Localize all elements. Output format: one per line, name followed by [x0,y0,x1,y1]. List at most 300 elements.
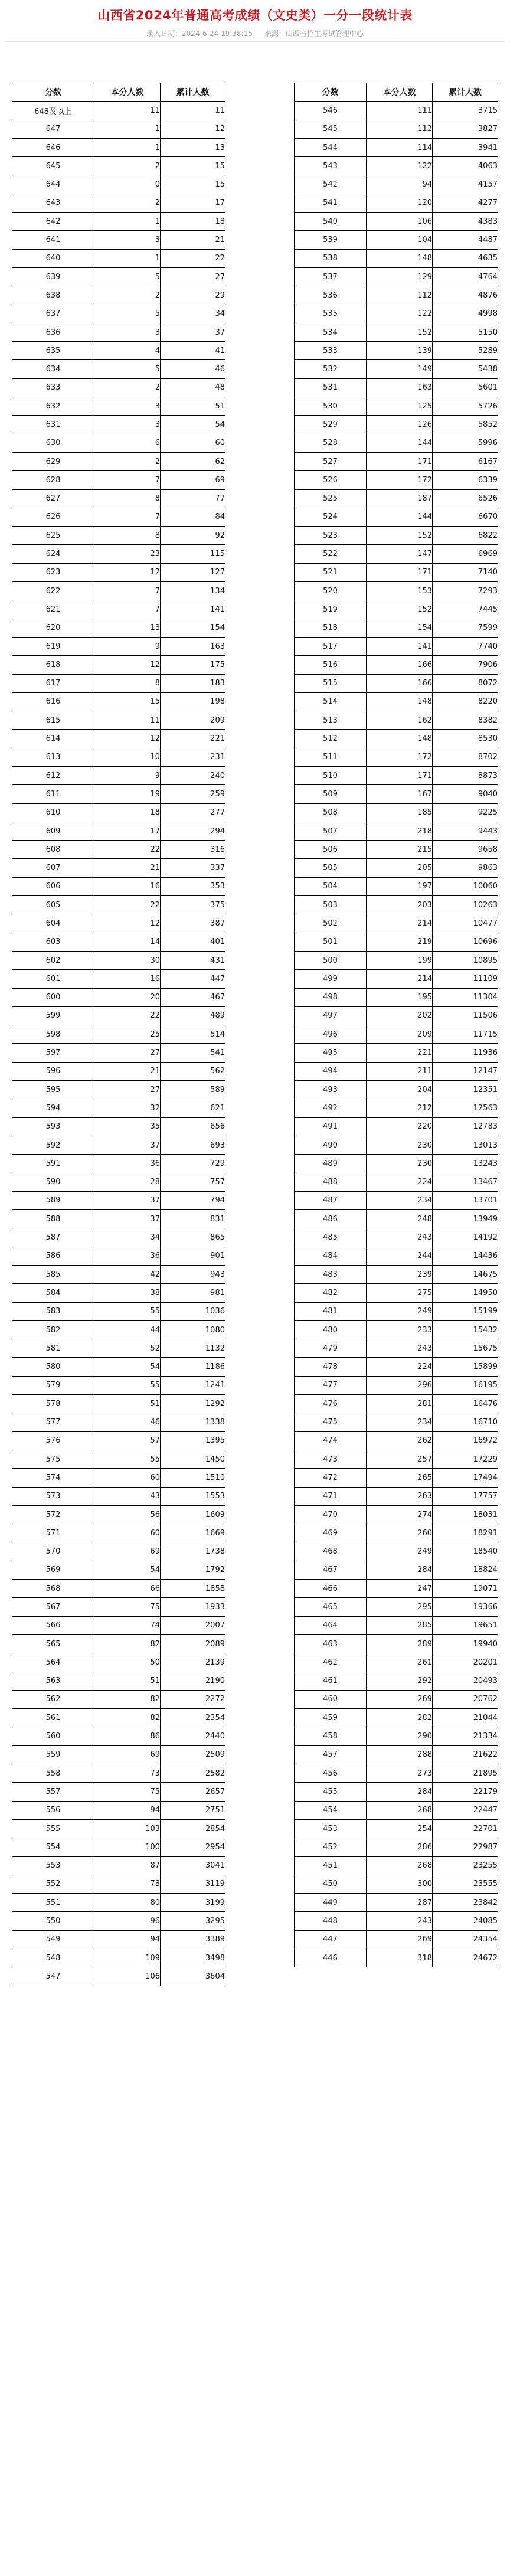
cumulative-cell: 46 [161,360,225,378]
score-cell: 455 [295,1783,367,1801]
score-cell: 470 [295,1505,367,1524]
table-row [295,1672,498,1690]
score-cell: 493 [295,1081,367,1099]
cumulative-cell: 77 [161,489,225,508]
cumulative-cell: 6167 [433,452,498,470]
count-cell: 275 [367,1284,433,1302]
count-cell: 265 [367,1469,433,1487]
score-cell: 498 [295,988,367,1006]
cumulative-cell: 4157 [433,175,498,194]
count-cell: 219 [367,933,433,951]
table-row [295,1173,498,1191]
cumulative-cell: 4635 [433,249,498,267]
table-row [12,231,225,249]
score-cell: 551 [12,1894,94,1912]
table-row [295,1006,498,1025]
count-cell: 224 [367,1173,433,1191]
count-cell: 122 [367,157,433,175]
count-cell: 122 [367,305,433,323]
cumulative-cell: 259 [161,785,225,803]
cumulative-cell: 22447 [433,1801,498,1819]
cumulative-cell: 865 [161,1228,225,1247]
cumulative-cell: 24672 [433,1949,498,1967]
score-cell: 642 [12,213,94,231]
count-cell: 22 [94,1006,161,1025]
cumulative-cell: 1186 [161,1358,225,1376]
cumulative-cell: 447 [161,970,225,988]
count-cell: 57 [94,1431,161,1450]
table-row [12,249,225,267]
count-cell: 247 [367,1580,433,1598]
score-cell: 592 [12,1136,94,1154]
count-cell: 125 [367,397,433,416]
count-cell: 141 [367,637,433,655]
table-row [295,1783,498,1801]
count-cell: 248 [367,1210,433,1228]
count-cell: 171 [367,766,433,784]
score-cell: 619 [12,637,94,655]
cumulative-cell: 12351 [433,1081,498,1099]
cumulative-cell: 13949 [433,1210,498,1228]
table-header-row [295,83,498,102]
count-cell: 172 [367,748,433,766]
count-cell: 27 [94,1044,161,1062]
count-cell: 214 [367,914,433,933]
cumulative-cell: 231 [161,748,225,766]
count-cell: 300 [367,1875,433,1893]
cumulative-cell: 2751 [161,1801,225,1819]
table-row [295,656,498,674]
count-cell: 112 [367,120,433,138]
header-cumulative: 累计人数 [433,83,498,102]
cumulative-cell: 37 [161,323,225,341]
score-cell: 503 [295,896,367,914]
table-row [295,1339,498,1358]
count-cell: 239 [367,1266,433,1284]
cumulative-cell: 62 [161,452,225,470]
table-row [12,1487,225,1505]
header-cumulative: 累计人数 [161,83,225,102]
cumulative-cell: 20762 [433,1690,498,1708]
score-cell: 500 [295,951,367,969]
score-cell: 447 [295,1930,367,1949]
score-cell: 589 [12,1191,94,1209]
count-cell: 285 [367,1616,433,1634]
cumulative-cell: 656 [161,1117,225,1136]
count-cell: 6 [94,434,161,452]
table-row [295,637,498,655]
count-cell: 260 [367,1524,433,1542]
table-row [12,1783,225,1801]
count-cell: 0 [94,175,161,194]
cumulative-cell: 14436 [433,1247,498,1265]
score-cell: 526 [295,471,367,489]
score-cell: 512 [295,730,367,748]
table-row [12,1302,225,1320]
table-row [295,1025,498,1044]
score-cell: 451 [295,1856,367,1875]
score-table-right [294,83,498,1967]
score-cell: 531 [295,378,367,397]
cumulative-cell: 13243 [433,1155,498,1173]
score-cell: 497 [295,1006,367,1025]
cumulative-cell: 5438 [433,360,498,378]
score-cell: 560 [12,1727,94,1745]
table-row [295,545,498,563]
cumulative-cell: 1036 [161,1302,225,1320]
score-cell: 516 [295,656,367,674]
count-cell: 203 [367,896,433,914]
count-cell: 152 [367,323,433,341]
count-cell: 54 [94,1561,161,1579]
table-row [295,397,498,416]
cumulative-cell: 12147 [433,1062,498,1080]
cumulative-cell: 3199 [161,1894,225,1912]
score-cell: 489 [295,1155,367,1173]
count-cell: 18 [94,803,161,822]
score-cell: 483 [295,1266,367,1284]
cumulative-cell: 51 [161,397,225,416]
cumulative-cell: 14192 [433,1228,498,1247]
cumulative-cell: 8382 [433,711,498,730]
cumulative-cell: 11715 [433,1025,498,1044]
cumulative-cell: 7293 [433,582,498,600]
score-cell: 481 [295,1302,367,1320]
cumulative-cell: 163 [161,637,225,655]
cumulative-cell: 24354 [433,1930,498,1949]
count-cell: 42 [94,1266,161,1284]
count-cell: 66 [94,1580,161,1598]
score-cell: 647 [12,120,94,138]
cumulative-cell: 18540 [433,1542,498,1561]
count-cell: 318 [367,1949,433,1967]
score-cell: 627 [12,489,94,508]
cumulative-cell: 5726 [433,397,498,416]
count-cell: 273 [367,1764,433,1783]
count-cell: 233 [367,1320,433,1339]
cumulative-cell: 8220 [433,692,498,711]
count-cell: 109 [94,1949,161,1967]
score-cell: 550 [12,1912,94,1930]
cumulative-cell: 3119 [161,1875,225,1893]
score-cell: 623 [12,563,94,581]
cumulative-cell: 8873 [433,766,498,784]
cumulative-cell: 901 [161,1247,225,1265]
score-cell: 477 [295,1376,367,1394]
score-cell: 466 [295,1580,367,1598]
table-row [12,1598,225,1616]
cumulative-cell: 21334 [433,1727,498,1745]
score-cell: 600 [12,988,94,1006]
score-cell: 568 [12,1580,94,1598]
table-row [295,342,498,360]
cumulative-cell: 13013 [433,1136,498,1154]
score-cell: 538 [295,249,367,267]
cumulative-cell: 20201 [433,1653,498,1672]
score-cell: 616 [12,692,94,711]
cumulative-cell: 1450 [161,1450,225,1468]
score-cell: 555 [12,1819,94,1838]
cumulative-cell: 24085 [433,1912,498,1930]
count-cell: 36 [94,1155,161,1173]
table-row [295,859,498,877]
cumulative-cell: 5852 [433,416,498,434]
count-cell: 75 [94,1783,161,1801]
count-cell: 3 [94,416,161,434]
cumulative-cell: 21622 [433,1745,498,1764]
table-row [12,1099,225,1117]
score-cell: 544 [295,138,367,156]
count-cell: 104 [367,231,433,249]
table-row [12,1727,225,1745]
count-cell: 14 [94,933,161,951]
cumulative-cell: 2354 [161,1709,225,1727]
table-row [12,323,225,341]
score-cell: 501 [295,933,367,951]
article-meta [0,28,510,38]
cumulative-cell: 757 [161,1173,225,1191]
count-cell: 163 [367,378,433,397]
score-cell: 622 [12,582,94,600]
table-row [12,1339,225,1358]
table-row [295,711,498,730]
cumulative-cell: 5601 [433,378,498,397]
cumulative-cell: 2657 [161,1783,225,1801]
table-row [295,841,498,859]
score-cell: 490 [295,1136,367,1154]
table-row [12,1155,225,1173]
count-cell: 296 [367,1376,433,1394]
score-cell: 613 [12,748,94,766]
count-cell: 34 [94,1228,161,1247]
cumulative-cell: 3041 [161,1856,225,1875]
score-cell: 521 [295,563,367,581]
cumulative-cell: 2089 [161,1634,225,1653]
table-row [295,138,498,156]
table-row [295,1376,498,1394]
score-cell: 597 [12,1044,94,1062]
cumulative-cell: 10696 [433,933,498,951]
cumulative-cell: 7599 [433,619,498,637]
cumulative-cell: 9225 [433,803,498,822]
table-row [295,231,498,249]
cumulative-cell: 794 [161,1191,225,1209]
table-row [12,1542,225,1561]
table-row [12,213,225,231]
table-row [295,1561,498,1579]
cumulative-cell: 541 [161,1044,225,1062]
table-row [12,1469,225,1487]
score-cell: 580 [12,1358,94,1376]
count-cell: 268 [367,1856,433,1875]
score-cell: 524 [295,508,367,526]
cumulative-cell: 387 [161,914,225,933]
count-cell: 5 [94,305,161,323]
table-row [12,914,225,933]
cumulative-cell: 23842 [433,1894,498,1912]
table-row [12,785,225,803]
score-cell: 491 [295,1117,367,1136]
score-cell: 606 [12,877,94,895]
count-cell: 287 [367,1894,433,1912]
count-cell: 94 [367,175,433,194]
cumulative-cell: 15 [161,175,225,194]
cumulative-cell: 1080 [161,1320,225,1339]
table-row [12,1044,225,1062]
score-cell: 595 [12,1081,94,1099]
table-row [295,582,498,600]
score-cell: 581 [12,1339,94,1358]
cumulative-cell: 12563 [433,1099,498,1117]
source-label: 来源：山西省招生考试管理中心 [264,30,364,38]
score-cell: 446 [295,1949,367,1967]
score-cell: 565 [12,1634,94,1653]
cumulative-cell: 11109 [433,970,498,988]
count-cell: 1 [94,213,161,231]
table-row [12,859,225,877]
count-cell: 15 [94,692,161,711]
score-cell: 509 [295,785,367,803]
cumulative-cell: 154 [161,619,225,637]
count-cell: 51 [94,1672,161,1690]
cumulative-cell: 4063 [433,157,498,175]
count-cell: 202 [367,1006,433,1025]
cumulative-cell: 3498 [161,1949,225,1967]
cumulative-cell: 240 [161,766,225,784]
score-cell: 576 [12,1431,94,1450]
cumulative-cell: 15675 [433,1339,498,1358]
cumulative-cell: 729 [161,1155,225,1173]
table-row [12,397,225,416]
cumulative-cell: 7740 [433,637,498,655]
table-row [295,1690,498,1708]
table-row [12,342,225,360]
table-row [12,988,225,1006]
cumulative-cell: 7445 [433,600,498,619]
score-cell: 586 [12,1247,94,1265]
cumulative-cell: 1241 [161,1376,225,1394]
count-cell: 295 [367,1598,433,1616]
count-cell: 148 [367,730,433,748]
count-cell: 94 [94,1801,161,1819]
count-cell: 205 [367,859,433,877]
cumulative-cell: 621 [161,1099,225,1117]
count-cell: 37 [94,1136,161,1154]
cumulative-cell: 11506 [433,1006,498,1025]
table-row [12,711,225,730]
table-row [295,785,498,803]
score-cell: 547 [12,1967,94,1986]
score-cell: 495 [295,1044,367,1062]
header-score: 分数 [12,83,94,102]
table-row [12,1247,225,1265]
table-row [12,1117,225,1136]
cumulative-cell: 3827 [433,120,498,138]
score-cell: 625 [12,527,94,545]
table-row [295,378,498,397]
cumulative-cell: 6526 [433,489,498,508]
count-cell: 69 [94,1542,161,1561]
count-cell: 50 [94,1653,161,1672]
score-cell: 598 [12,1025,94,1044]
count-cell: 106 [367,213,433,231]
table-row [295,1912,498,1930]
count-cell: 60 [94,1524,161,1542]
table-row [295,1524,498,1542]
score-cell: 601 [12,970,94,988]
count-cell: 289 [367,1634,433,1653]
cumulative-cell: 2190 [161,1672,225,1690]
table-row [12,600,225,619]
score-table-left [12,83,225,1986]
table-row [295,102,498,120]
count-cell: 152 [367,527,433,545]
count-cell: 166 [367,674,433,692]
count-cell: 12 [94,656,161,674]
table-row [12,582,225,600]
table-row [12,434,225,452]
cumulative-cell: 3295 [161,1912,225,1930]
score-cell: 520 [295,582,367,600]
score-cell: 488 [295,1173,367,1191]
table-row [295,1044,498,1062]
count-cell: 195 [367,988,433,1006]
cumulative-cell: 1395 [161,1431,225,1450]
table-row [12,1764,225,1783]
table-row [295,1191,498,1209]
count-cell: 185 [367,803,433,822]
cumulative-cell: 18031 [433,1505,498,1524]
count-cell: 139 [367,342,433,360]
score-cell: 540 [295,213,367,231]
cumulative-cell: 17229 [433,1450,498,1468]
cumulative-cell: 15432 [433,1320,498,1339]
cumulative-cell: 19940 [433,1634,498,1653]
count-cell: 35 [94,1117,161,1136]
count-cell: 215 [367,841,433,859]
score-cell: 618 [12,656,94,674]
table-row [295,305,498,323]
table-row [295,1302,498,1320]
count-cell: 167 [367,785,433,803]
score-cell: 474 [295,1431,367,1450]
table-row [12,1376,225,1394]
score-cell: 539 [295,231,367,249]
cumulative-cell: 9040 [433,785,498,803]
table-row [295,1764,498,1783]
count-cell: 103 [94,1819,161,1838]
count-cell: 2 [94,157,161,175]
count-cell: 30 [94,951,161,969]
table-row [295,434,498,452]
score-cell: 635 [12,342,94,360]
count-cell: 212 [367,1099,433,1117]
cumulative-cell: 183 [161,674,225,692]
cumulative-cell: 11304 [433,988,498,1006]
count-cell: 284 [367,1561,433,1579]
score-cell: 454 [295,1801,367,1819]
score-cell: 632 [12,397,94,416]
table-row [12,1709,225,1727]
count-cell: 25 [94,1025,161,1044]
table-row [12,1616,225,1634]
cumulative-cell: 17757 [433,1487,498,1505]
table-row [295,1450,498,1468]
table-row [12,1672,225,1690]
count-cell: 220 [367,1117,433,1136]
cumulative-cell: 141 [161,600,225,619]
cumulative-cell: 831 [161,1210,225,1228]
